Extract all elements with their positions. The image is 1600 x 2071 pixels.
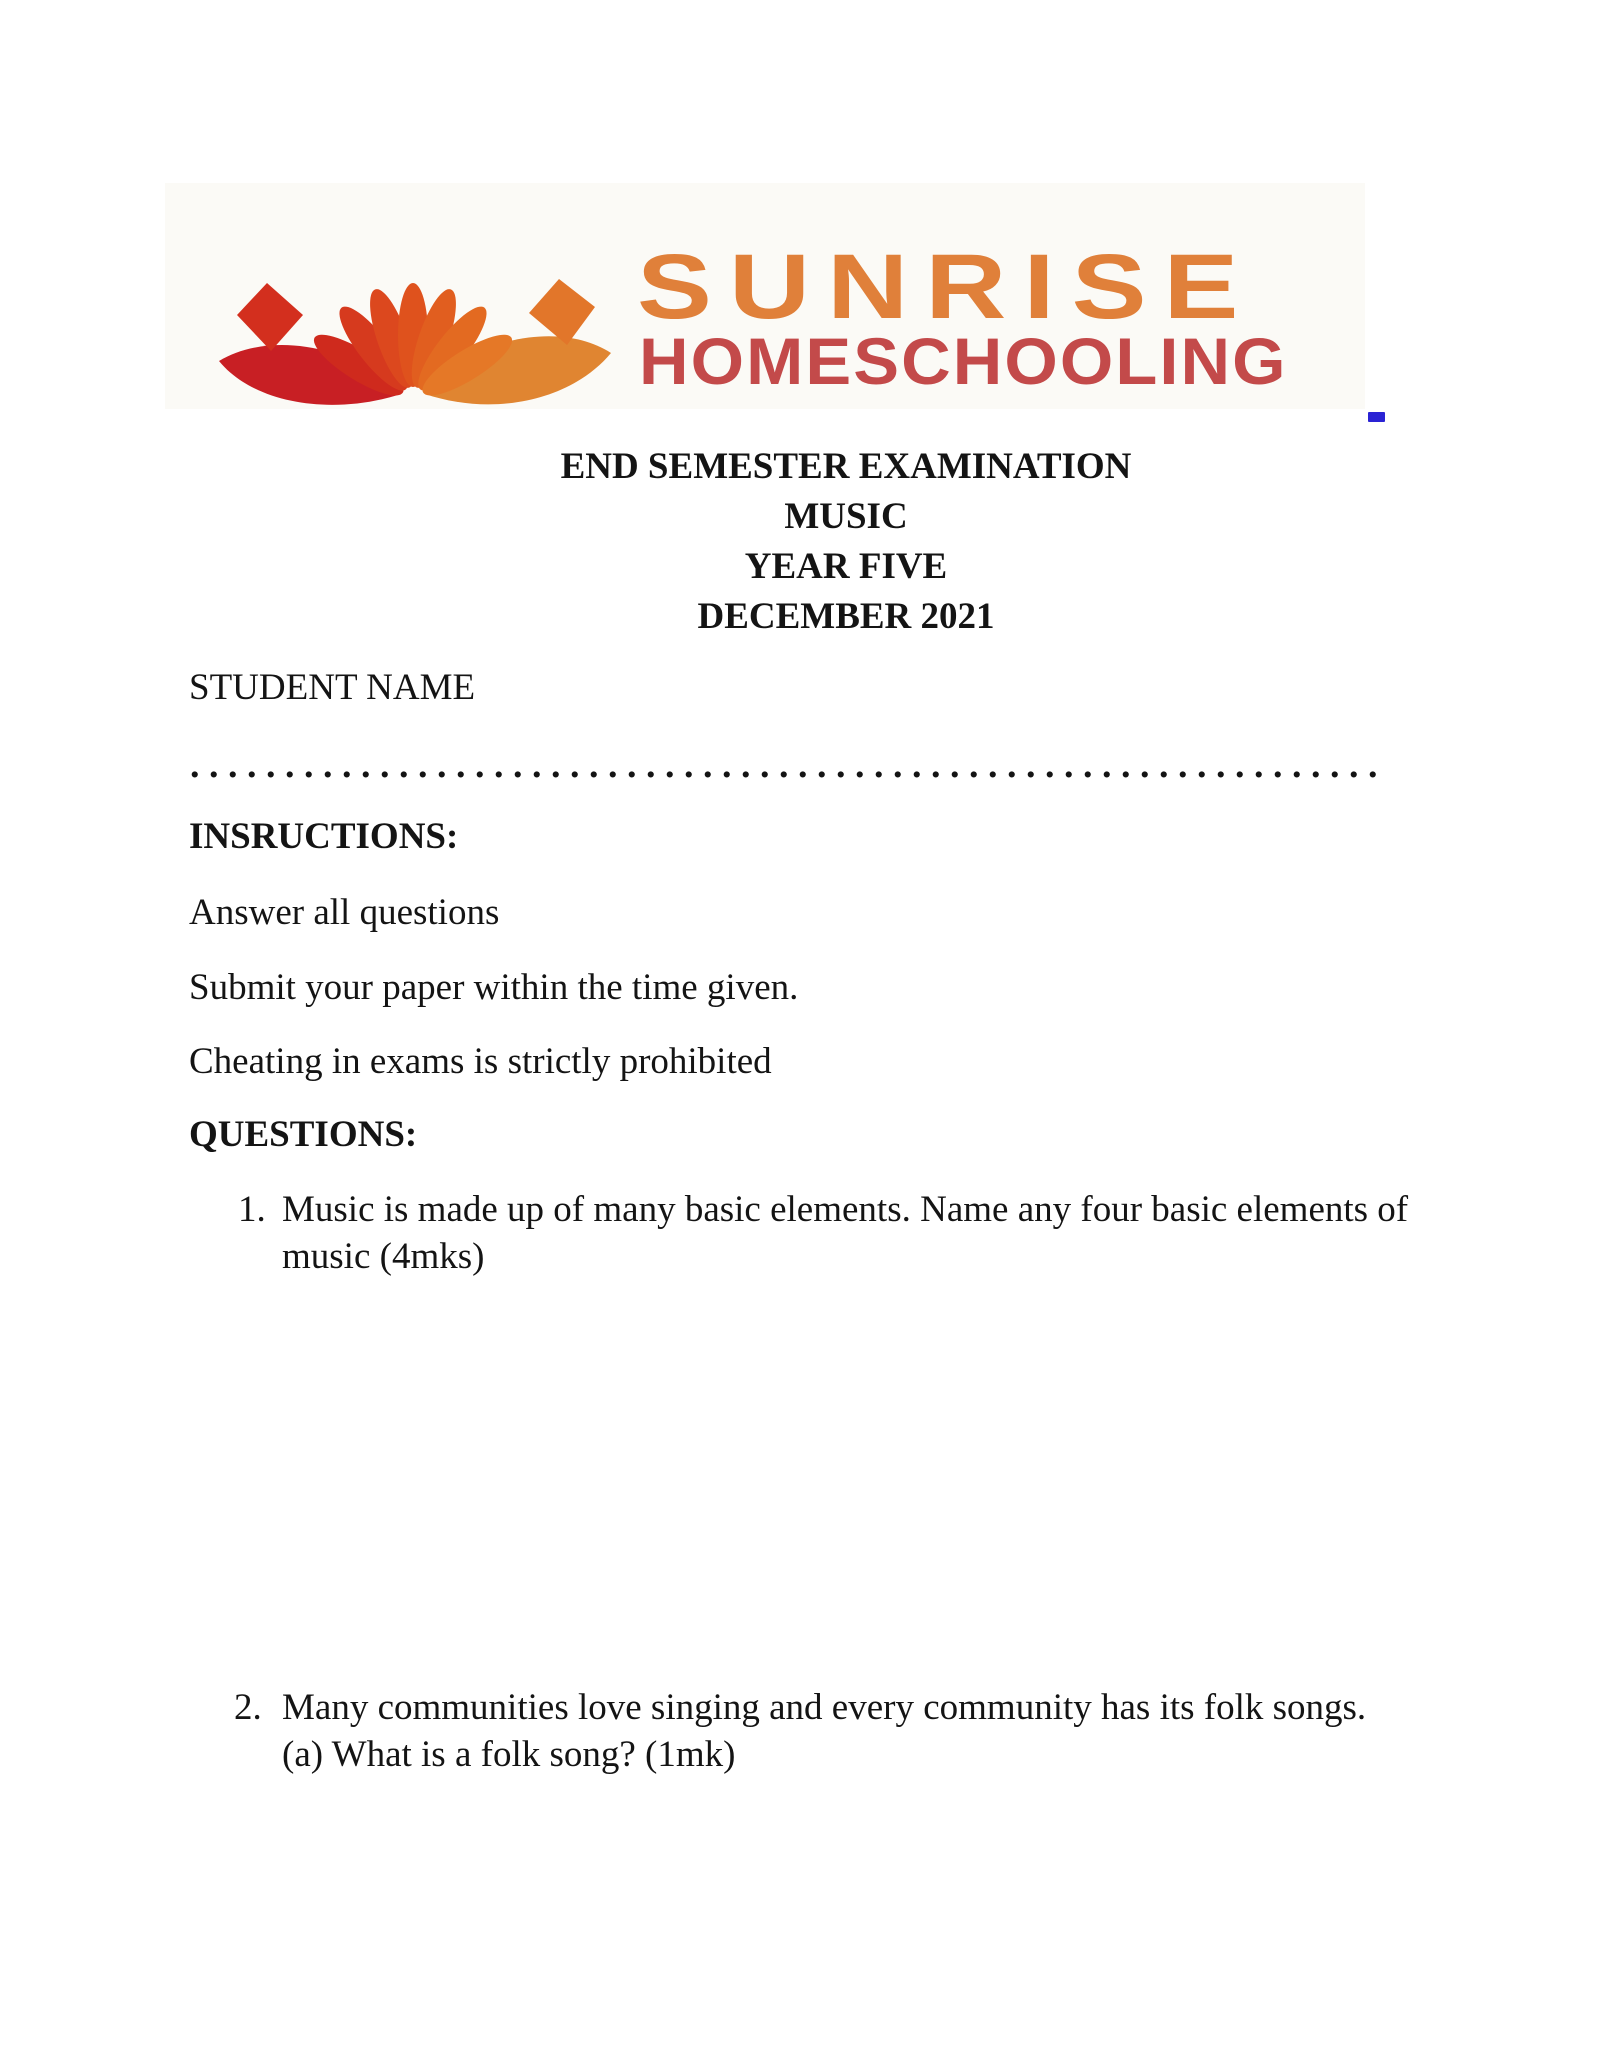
instruction-item: Cheating in exams is strictly prohibited — [189, 1041, 772, 1082]
question-2-line-1: Many communities love singing and every community has its folk songs. — [282, 1687, 1367, 1728]
questions-heading: QUESTIONS: — [189, 1114, 418, 1155]
lotus-diamond-left — [237, 283, 303, 351]
question-1-number: 1. — [238, 1189, 266, 1230]
question-1-text — [282, 1186, 1408, 1280]
brand-name-sunrise: SUNRISE — [637, 236, 1256, 338]
lotus-flower-icon — [215, 249, 615, 414]
exam-date-line: DECEMBER 2021 — [697, 596, 995, 637]
school-logo — [165, 183, 1365, 409]
exam-year-line: YEAR FIVE — [744, 546, 948, 587]
exam-subject-line: MUSIC — [784, 496, 908, 537]
question-2-text — [282, 1684, 1366, 1778]
brand-name-homeschooling: HOMESCHOOLING — [639, 324, 1288, 398]
question-1-line-1: Music is made up of many basic elements. Name any four basic elements of — [282, 1189, 1409, 1230]
instructions-heading: INSRUCTIONS: — [189, 816, 459, 857]
question-2-line-2: (a) What is a folk song? (1mk) — [282, 1734, 736, 1775]
instruction-item: Submit your paper within the time given. — [189, 967, 799, 1008]
lotus-diamond-right — [529, 279, 595, 345]
student-name-answer-line: ............................................................... — [190, 744, 1387, 786]
exam-title-line: END SEMESTER EXAMINATION — [560, 446, 1132, 487]
question-1-line-2: music (4mks) — [282, 1236, 485, 1277]
blue-cursor-mark — [1368, 412, 1385, 422]
student-name-label: STUDENT NAME — [189, 667, 476, 708]
exam-title-block — [92, 442, 1600, 642]
question-2-number: 2. — [234, 1687, 262, 1728]
instruction-item: Answer all questions — [189, 892, 500, 933]
